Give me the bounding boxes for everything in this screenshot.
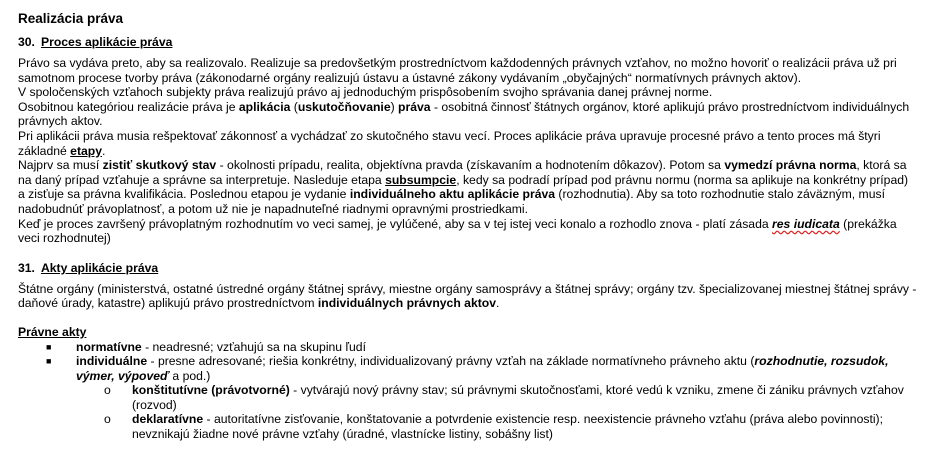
pravne-akty-subheading: Právne akty [18, 324, 87, 339]
section-30-paragraph-1: Právo sa vydáva preto, aby sa realizovalo. Realizuje sa predovšetkým prostredníctvom každodenných právnych vzťahov, no možno hovoriť o realizácii práva už pri samotnom procese tvorby práva (zákonodarné orgány realizujú ústavu a ústavné zákony vydávaním „obyčajných“ normatívnych právnych aktov). [18, 56, 897, 85]
text-run: Štátne orgány (ministerstvá, ostatné ústredné orgány štátnej správy, miestne orgány samosprávy a štátnej správy; orgány tzv. špecializovanej miestnej štátnej správy - daňové úrady, katastre) aplikujú právo prostredníctvom [18, 281, 917, 311]
text-run: . [102, 143, 106, 158]
circle-bullet-icon: o [104, 383, 111, 398]
text-run: - autoritatívne zisťovanie, konštatovanie a potvrdenie existencie resp. neexistencie právneho vzťahu (práva alebo povinnosti); nevznikajú žiadne nové právne vzťahy (úradné, vlastnícke listiny, sobášny list) [132, 412, 883, 442]
section-30-title: Proces aplikácie práva [40, 35, 173, 49]
document [18, 10, 918, 442]
text-run: Najprv sa musí [18, 158, 103, 173]
square-bullet-icon: ■ [46, 341, 52, 352]
text-run: , kedy sa podradí prípad pod právnu normu (norma sa aplikuje na konkrétny prípad) a zisťuje sa právna kvalifikácia. Poslednou etapou je vydanie [18, 172, 909, 202]
spacer [18, 311, 918, 325]
term-prava: práva [398, 99, 431, 114]
term-subsumpcie: subsumpcie [385, 172, 457, 187]
text-run: - neadresné; vzťahujú sa na skupinu ľudí [141, 339, 366, 354]
term-deklarativne: deklaratívne [132, 412, 204, 427]
term-normativne: normatívne [76, 339, 142, 354]
term-uskutocnovanie: uskutočňovanie [297, 99, 391, 114]
list-item-individualne [18, 354, 918, 383]
section-30-paragraph-5 [18, 158, 918, 216]
term-res-iudicata: res iudicata [772, 216, 840, 231]
text-run: Pri aplikácii práva musia rešpektovať zákonnosť a vychádzať zo skutočného stavu vecí. Proces aplikácie práva upravuje procesné právo a tento proces má štyri základné [18, 128, 881, 158]
term-etapy: etapy [70, 143, 103, 158]
square-bullet-icon: ■ [46, 356, 52, 367]
text-run: Keď je proces završený právoplatným rozhodnutím vo veci samej, je vylúčené, aby sa v tej istej veci konalo a rozhodlo znova - platí zásada [18, 216, 773, 231]
list-item-normativne [18, 340, 918, 355]
list-subitem-deklarativne [18, 412, 918, 441]
text-run: - presne adresované; riešia konkrétny, individualizovaný právny vzťah na základe normatívneho právneho aktu ( [147, 354, 755, 369]
section-30-paragraph-2: V spoločenských vzťahoch subjekty práva realizujú právo aj jednoduchým prispôsobením svojho správania danej právnej norme. [18, 85, 713, 100]
text-run: a pod.) [169, 368, 211, 383]
section-30-paragraph-6 [18, 217, 918, 246]
term-individualne-pravne-akty: individuálnych právnych aktov [317, 296, 496, 311]
section-30-paragraph-4 [18, 129, 918, 158]
section-30-paragraph-3 [18, 100, 918, 129]
text-run: . [496, 296, 500, 311]
document-title: Realizácia práva [18, 11, 124, 26]
term-aplikacia: aplikácia [238, 99, 291, 114]
section-30-heading [18, 34, 918, 50]
term-zistit-skutkovy-stav: zistiť skutkový stav [102, 158, 217, 173]
section-31-number: 31. [18, 260, 35, 275]
text-run: - okolnosti prípadu, realita, objektívna pravda (získavaním a hodnotením dôkazov). Potom sa [216, 158, 725, 173]
text-run: Osobitnou kategóriou realizácie práva je [18, 99, 239, 114]
term-konstitutivne: konštitutívne (právotvorné) [132, 383, 290, 398]
text-run: ) [390, 99, 399, 114]
text-run: ( [290, 99, 298, 114]
section-31-title: Akty aplikácie práva [40, 260, 159, 275]
text-run: , ktorá sa na daný prípad vzťahuje a správne sa interpretuje. Nasleduje etapa [18, 158, 907, 187]
term-vymedzi-pravna-norma: vymedzí právna norma [724, 158, 857, 173]
section-31-paragraph-1 [18, 282, 918, 311]
text-run: - osobitná činnosť štátnych orgánov, ktoré aplikujú právo prostredníctvom individuálnych právnych aktov. [18, 99, 910, 129]
term-individualne: individuálne [76, 354, 148, 369]
text-run: - vytvárajú nový právny stav; sú právnymi skutočnosťami, ktoré vedú k vzniku, zmene či zániku právnych vzťahov (rozvod) [132, 383, 904, 412]
text-run: (prekážka veci rozhodnutej) [18, 216, 897, 246]
term-examples: rozhodnutie, rozsudok, výmer, výpoveď [76, 354, 889, 383]
section-31-heading [18, 260, 918, 276]
text-run: (rozhodnutia). Aby sa toto rozhodnutie stalo záväzným, musí nadobudnúť právoplatnosť, a potom už nie je napadnuteľné riadnymi opravnými prostriedkami. [18, 187, 885, 216]
section-30-number: 30. [18, 35, 35, 49]
term-individualny-akt: individuálneho aktu aplikácie práva [349, 187, 556, 202]
list-subitem-konstitutivne [18, 383, 918, 412]
circle-bullet-icon: o [104, 412, 111, 427]
spacer [18, 246, 918, 260]
